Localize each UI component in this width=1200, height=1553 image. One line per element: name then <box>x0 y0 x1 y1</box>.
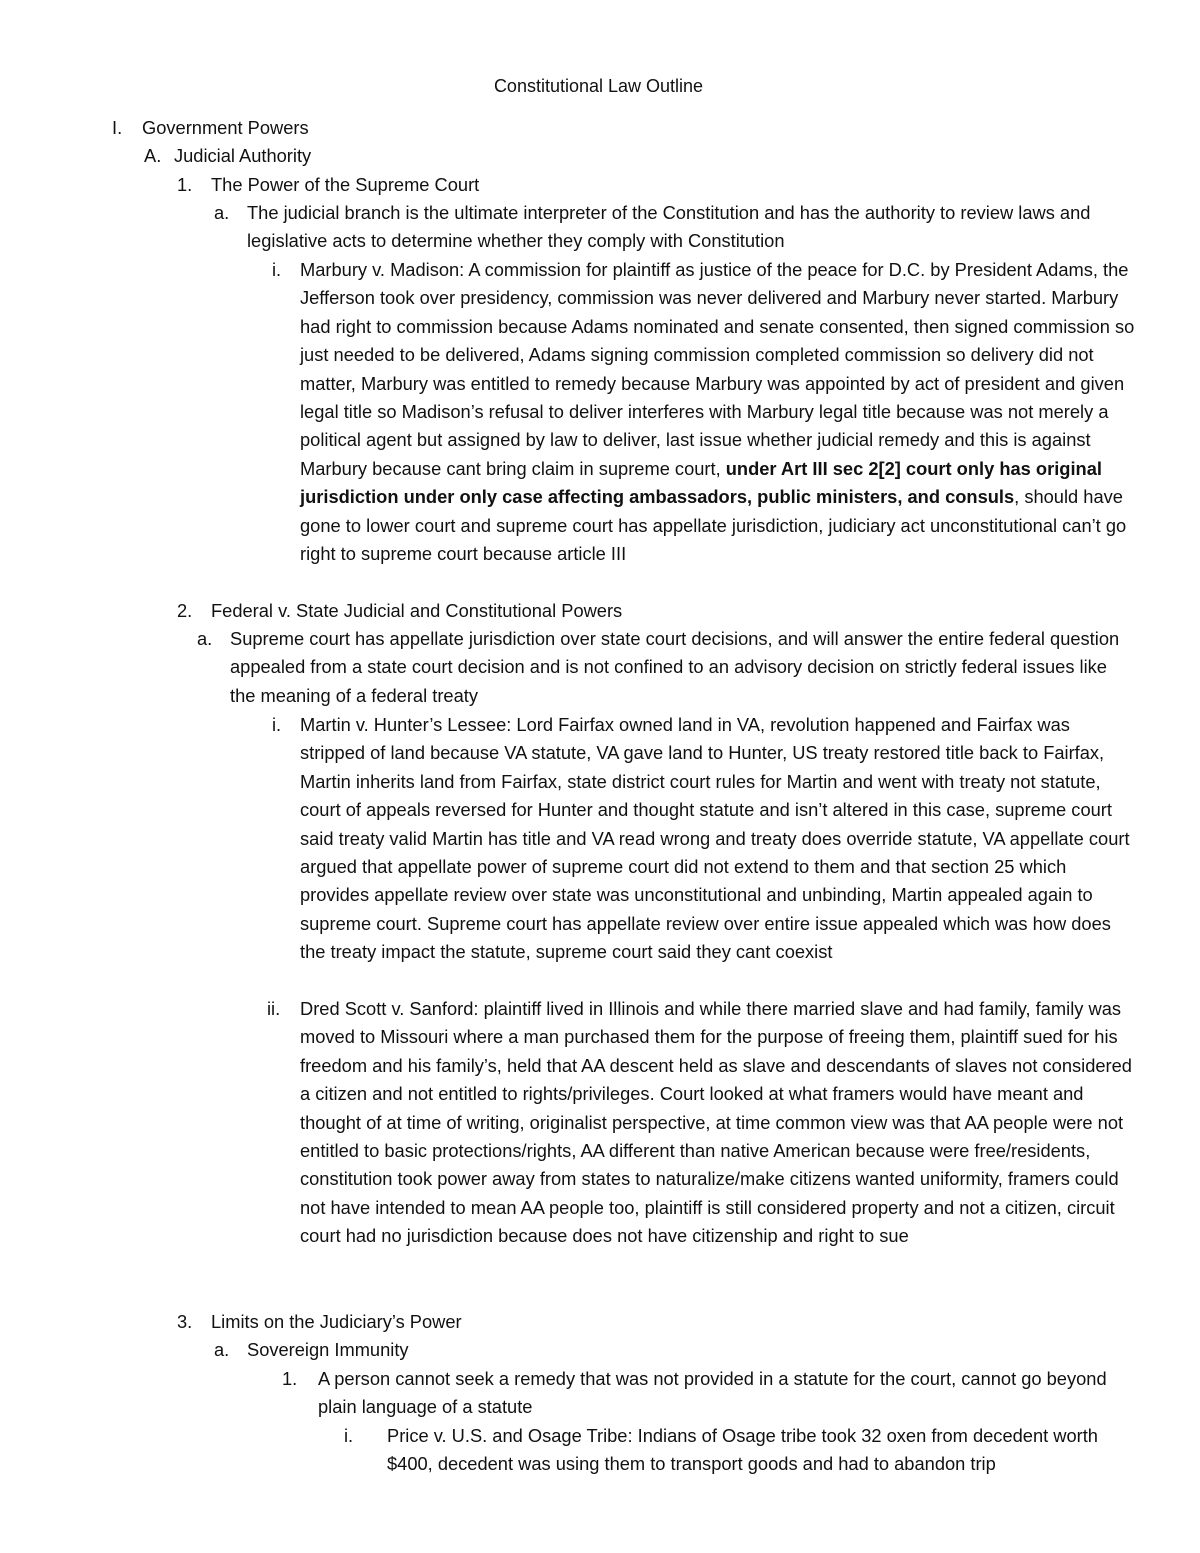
outline-subheading-a <box>144 142 1134 170</box>
outline-marker: A. <box>144 145 162 166</box>
outline-marker: 1. <box>177 174 193 195</box>
outline-topic-1 <box>177 171 1131 199</box>
outline-rule-a <box>214 199 1117 256</box>
case-text: Marbury v. Madison: A commission for plaintiff as justice of the peace for D.C. by President Adams, the Jefferson took over presidency, commission was never delivered and Marbury never started. Marbury had right to commission because Adams nominated and senate consented, then signed commission so just needed to be delivered, Adams signing commission completed commission so delivery did not matter, Marbury was entitled to remedy because Marbury was appointed by act of president and given legal title so Madison’s refusal to deliver interferes with Marbury legal title because was not merely a political agent but assigned by law to deliver, last issue whether judicial remedy and this is against Marbury because cant bring claim in supreme court, <box>300 259 1135 479</box>
outline-case-marbury <box>272 256 1135 568</box>
outline-marker: a. <box>214 202 230 223</box>
outline-marker: ii. <box>267 998 281 1019</box>
outline-rule-a <box>214 1336 1117 1364</box>
outline-text: Judicial Authority <box>174 145 312 166</box>
outline-marker: I. <box>112 117 123 138</box>
document-title: Constitutional Law Outline <box>493 76 704 96</box>
outline-marker: 1. <box>282 1368 298 1389</box>
outline-topic-2 <box>177 597 1131 625</box>
outline-case-dred-scott <box>267 995 1140 1251</box>
case-holding-bold: under Art III sec 2[2] court only has original jurisdiction under only case affecting ambassadors, public ministers, and consuls <box>300 457 1102 508</box>
outline-text: Sovereign Immunity <box>247 1339 409 1360</box>
outline-text: Limits on the Judiciary’s Power <box>211 1311 462 1332</box>
outline-topic-3 <box>177 1308 1131 1336</box>
outline-case-price <box>344 1422 1127 1479</box>
outline-text: The judicial branch is the ultimate interpreter of the Constitution and has the authority to review laws and legislative acts to determine whether they comply with Constitution <box>247 202 1091 252</box>
outline-marker: i. <box>272 259 282 280</box>
outline-text: Martin v. Hunter’s Lessee: Lord Fairfax owned land in VA, revolution happened and Fairfax was stripped of land because VA statute, VA gave land to Hunter, US treaty restored title back to Fairfax, Martin inherits land from Fairfax, state district court rules for Martin and went with treaty not statute, court of appeals reversed for Hunter and thought statute and isn’t altered in this case, supreme court said treaty valid Martin has title and VA read wrong and treaty does override statute, VA appellate court argued that appellate power of supreme court did not extend to them and that section 25 which provides appellate review over state was unconstitutional and unbinding, Martin appealed again to supreme court. Supreme court has appellate review over entire issue appealed which was how does the treaty impact the statute, supreme court said they cant coexist <box>300 714 1130 963</box>
outline-text: The Power of the Supreme Court <box>211 174 480 195</box>
outline-marker: i. <box>272 714 282 735</box>
outline-marker: 2. <box>177 600 193 621</box>
outline-case-martin <box>272 711 1140 967</box>
outline-marker: a. <box>214 1339 230 1360</box>
outline-text: A person cannot seek a remedy that was not provided in a statute for the court, cannot go beyond plain language of a statute <box>318 1368 1107 1418</box>
outline-heading-1 <box>112 114 1142 142</box>
outline-marker: a. <box>197 628 213 649</box>
outline-text: Dred Scott v. Sanford: plaintiff lived in Illinois and while there married slave and had family, family was moved to Missouri where a man purchased them for the purpose of freeing them, plaintiff sued for his freedom and his family’s, held that AA descent held as slave and descendants of slaves not considered a citizen and not entitled to rights/privileges. Court looked at what framers would have meant and thought of at time of writing, originalist perspective, at time common view was that AA people were not entitled to basic protections/rights, AA different than native American because were free/residents, constitution took power away from states to naturalize/make citizens wanted uniformity, framers could not have intended to mean AA people too, plaintiff is still considered property and not a citizen, circuit court had no jurisdiction because does not have citizenship and right to sue <box>300 998 1132 1247</box>
outline-rule-1 <box>282 1365 1128 1422</box>
outline-marker: 3. <box>177 1311 193 1332</box>
outline-marker: i. <box>344 1425 354 1446</box>
outline-rule-a <box>197 625 1135 710</box>
outline-text: Federal v. State Judicial and Constitutional Powers <box>211 600 623 621</box>
outline-text: Supreme court has appellate jurisdiction over state court decisions, and will answer the entire federal question appealed from a state court decision and is not confined to an advisory decision on strictly federal issues like the meaning of a federal treaty <box>230 628 1120 706</box>
outline-text <box>300 256 1135 568</box>
case-text-continued: , should have gone to lower court and supreme court has appellate jurisdiction, judiciary act unconstitutional can’t go right to supreme court because article III <box>300 486 1127 565</box>
outline-text: Price v. U.S. and Osage Tribe: Indians of Osage tribe took 32 oxen from decedent worth $400, decedent was using them to transport goods and had to abandon trip <box>387 1425 1098 1475</box>
outline-text: Government Powers <box>142 117 309 138</box>
